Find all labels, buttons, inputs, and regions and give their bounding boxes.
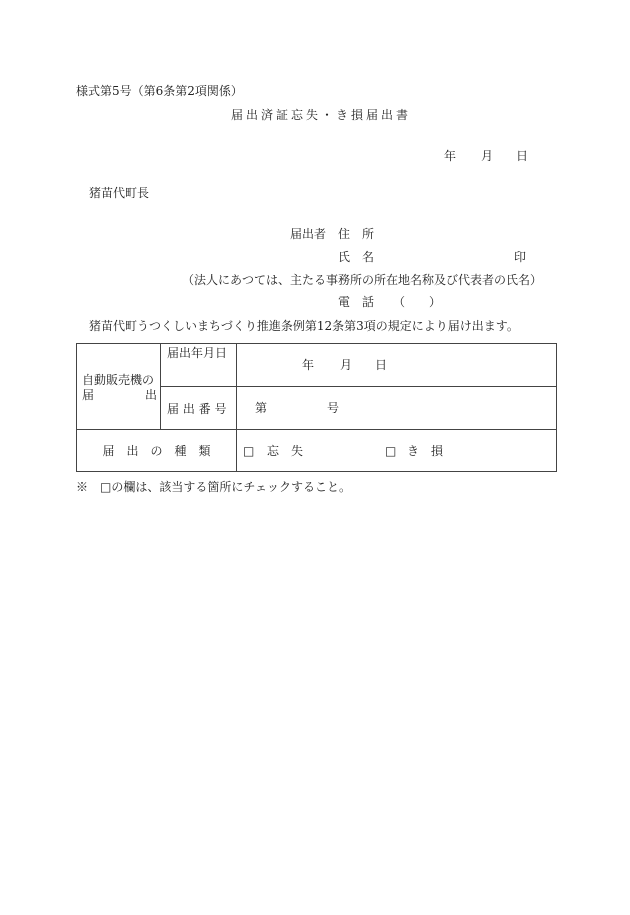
phone-label: 電 話 <box>338 295 375 309</box>
damaged-checkbox[interactable]: □ <box>385 444 397 458</box>
date-year: 年 <box>444 149 457 163</box>
footnote: ※ □の欄は、該当する箇所にチェックすること。 <box>76 480 351 494</box>
statement: 猪苗代町うつくしいまちづくり推進条例第12条第3項の規定により届け出ます。 <box>89 319 519 333</box>
number-suffix: 号 <box>327 401 340 415</box>
table-date-year: 年 <box>302 358 315 372</box>
addressee: 猪苗代町長 <box>89 186 150 200</box>
lost-option-label: 忘 失 <box>267 444 304 458</box>
type-label: 届 出 の 種 類 <box>102 444 211 458</box>
number-prefix: 第 <box>255 401 268 415</box>
table-date-day: 日 <box>375 358 388 372</box>
number-label: 届 出 番 号 <box>167 401 227 416</box>
lost-checkbox[interactable]: □ <box>243 444 255 458</box>
vending-machine-label: 自動販売機の <box>82 372 155 387</box>
type-options-cell <box>237 430 557 472</box>
page-title: 届出済証忘失・き損届出書 <box>231 108 412 122</box>
date-value-cell[interactable] <box>237 344 557 387</box>
date-label-cell <box>161 344 237 387</box>
notification-label-right: 出 <box>145 387 158 402</box>
notification-table <box>76 343 557 472</box>
date-label: 届出年月日 <box>167 346 228 360</box>
number-label-cell <box>161 387 237 430</box>
applicant-label: 届出者 <box>290 227 327 241</box>
seal-mark: 印 <box>514 250 527 264</box>
notification-label-left: 届 <box>82 387 95 402</box>
type-label-cell <box>77 430 237 472</box>
number-value-cell[interactable] <box>237 387 557 430</box>
table-date-month: 月 <box>340 358 353 372</box>
corporate-note: （法人にあつては、主たる事務所の所在地名称及び代表者の氏名） <box>182 273 543 287</box>
form-number: 様式第5号（第6条第2項関係） <box>76 84 243 98</box>
address-label: 住 所 <box>338 227 375 241</box>
vending-machine-label-cell <box>77 344 161 430</box>
damaged-option-label: き 損 <box>407 444 444 458</box>
date-day: 日 <box>516 149 529 163</box>
phone-parens: （ ） <box>393 295 442 309</box>
date-month: 月 <box>481 149 494 163</box>
name-label: 氏 名 <box>338 250 375 264</box>
